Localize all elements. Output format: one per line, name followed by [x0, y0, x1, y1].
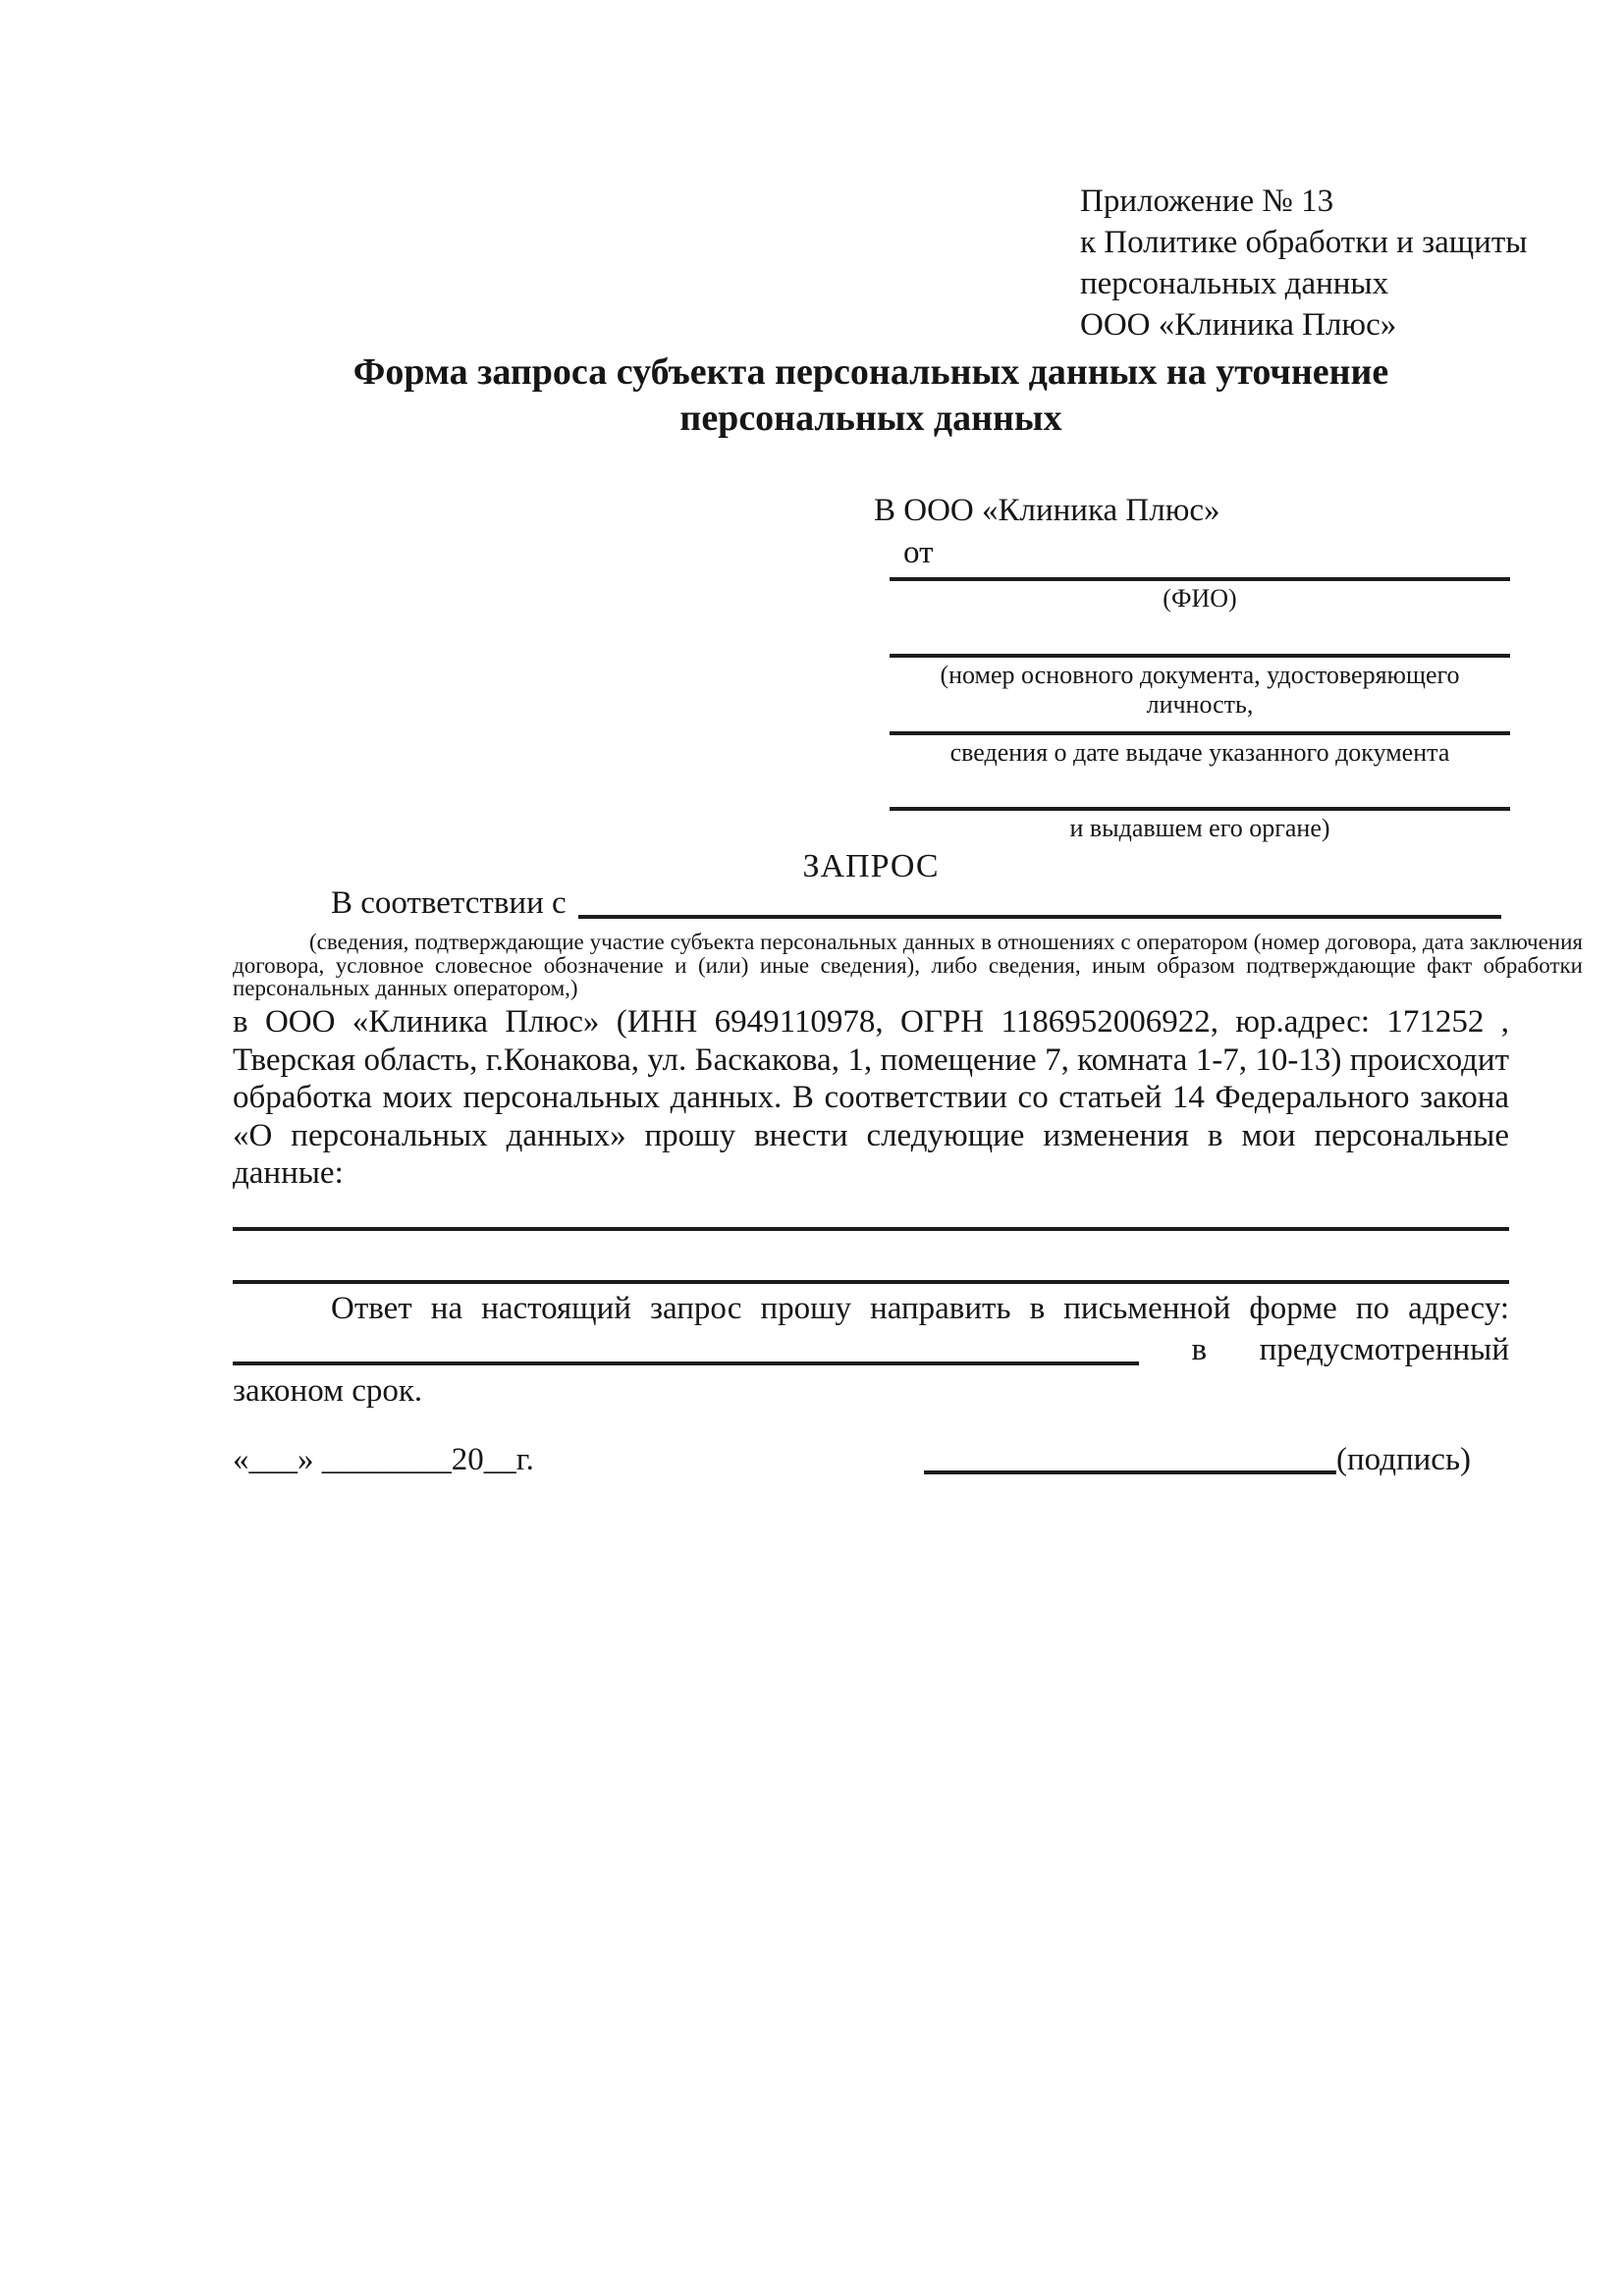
- response-word-v: в: [1191, 1332, 1208, 1367]
- identity-document-caption: (номер основного документа, удостоверяющего личность,: [940, 661, 1460, 719]
- from-label: от: [903, 535, 934, 570]
- signature-caption: (подпись): [1336, 1442, 1471, 1477]
- response-address-row: [233, 1328, 1509, 1369]
- reference-line: персональных данных: [1080, 266, 1389, 301]
- request-body: в ООО «Клиника Плюс» (ИНН 6949110978, ОГРН 1186952006922, юр.адрес: 171252 , Тверская область, г.Конакова, ул. Баскакова, 1, помещение 7, комната 1-7, 10-13) происходит обработка моих персональных данных. В соответствии со статьей 14 Федерального закона «О персональных данных» прошу внести следующие изменения в мои персональные данные:: [233, 1004, 1509, 1191]
- document-title: Форма запроса субъекта персональных данных на уточнение персональных данных: [352, 351, 1389, 439]
- reference-line: к Политике обработки и защиты: [1080, 225, 1528, 260]
- changes-fill-line-2: [233, 1280, 1509, 1284]
- issue-date-caption: сведения о дате выдаче указанного документа: [949, 738, 1450, 767]
- signature-group: [924, 1439, 1471, 1480]
- issuing-authority-field: [890, 807, 1510, 843]
- response-term-line: законом срок.: [233, 1373, 423, 1409]
- signature-fill-line: [924, 1470, 1336, 1474]
- addressee-organization: В ООО «Клиника Плюс»: [874, 493, 1220, 528]
- accordance-footnote: (сведения, подтверждающие участие субъекта персональных данных в отношениях с оператором (номер договора, дата заключения договора, условное словесное обозначение и (или) иные сведения), либо сведения, иным образом подтверждающие факт обработки персональных данных оператором,): [233, 930, 1583, 1000]
- identity-document-field: [890, 654, 1510, 720]
- accordance-fill-line: [578, 915, 1501, 919]
- issuing-authority-caption: и выдавшем его органе): [1069, 814, 1330, 842]
- date-signature-row: [233, 1437, 1471, 1480]
- address-fill-line: [233, 1362, 1139, 1365]
- changes-fill-line-1: [233, 1227, 1509, 1231]
- fio-field-caption: (ФИО): [1163, 584, 1237, 613]
- reference-line: ООО «Клиника Плюс»: [1080, 307, 1397, 343]
- request-heading: ЗАПРОС: [802, 848, 940, 884]
- issue-date-field: [890, 731, 1510, 768]
- response-word-provided: предусмотренный: [1259, 1332, 1509, 1367]
- reference-line: Приложение № 13: [1080, 184, 1334, 219]
- accordance-label: В соответствии с: [331, 885, 567, 921]
- reference-block: [1080, 181, 1527, 346]
- response-request-line: Ответ на настоящий запрос прошу направить в письменной форме по адресу:: [331, 1291, 1509, 1326]
- fio-field: [890, 577, 1510, 614]
- accordance-row: [233, 881, 1501, 923]
- date-blank-line: «___» ________20__г.: [233, 1442, 534, 1477]
